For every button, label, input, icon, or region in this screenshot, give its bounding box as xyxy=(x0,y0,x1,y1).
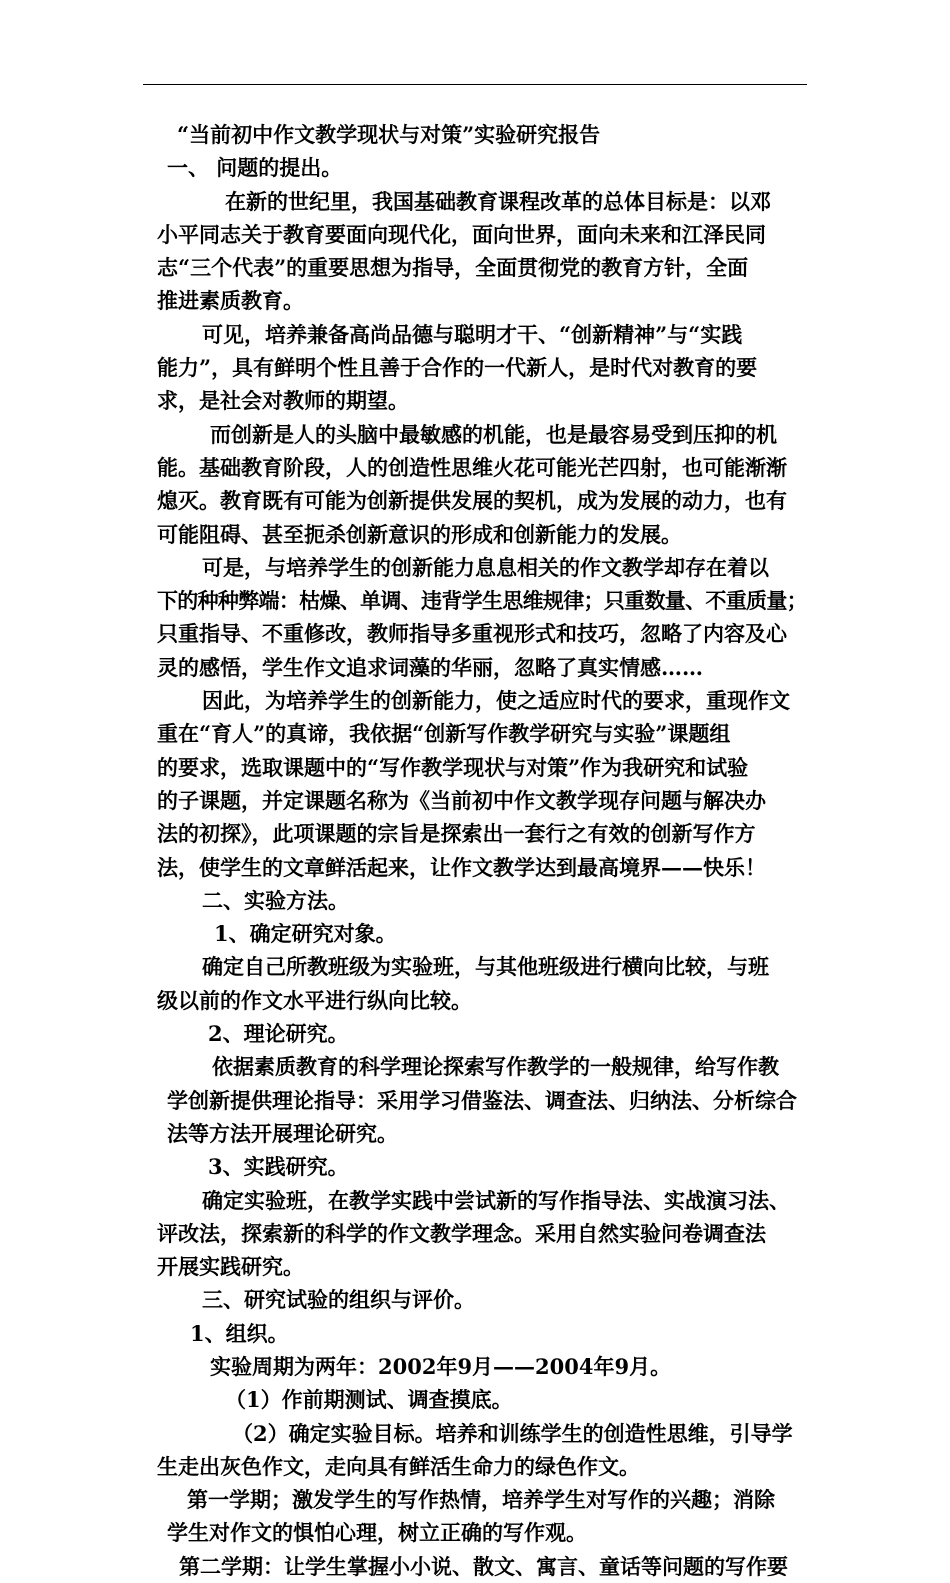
text-line: （1）作前期测试、调查摸底。 xyxy=(225,1387,513,1413)
text-line: 而创新是人的头脑中最敏感的机能，也是最容易受到压抑的机 xyxy=(210,421,777,447)
text-line: 依据素质教育的科学理论探索写作教学的一般规律，给写作教 xyxy=(212,1054,779,1080)
text-line: 2、理论研究。 xyxy=(208,1021,349,1047)
text-line: 学创新提供理论指导：采用学习借鉴法、调查法、归纳法、分析综合 xyxy=(167,1087,797,1113)
text-line: 小平同志关于教育要面向现代化，面向世界，面向未来和江泽民同 xyxy=(157,221,766,247)
text-line: 可能阻碍、甚至扼杀创新意识的形成和创新能力的发展。 xyxy=(157,521,682,547)
text-line: 第二学期：让学生掌握小小说、散文、寓言、童话等问题的写作要 xyxy=(179,1553,788,1579)
text-line: 1、确定研究对象。 xyxy=(214,921,397,947)
text-line: “当前初中作文教学现状与对策”实验研究报告 xyxy=(177,122,601,147)
text-line: 能力”，具有鲜明个性且善于合作的一代新人，是时代对教育的要 xyxy=(157,355,758,381)
text-line: 法的初探》，此项课题的宗旨是探索出一套行之有效的创新写作方 xyxy=(157,821,756,847)
text-line: 确定自己所教班级为实验班，与其他班级进行横向比较，与班 xyxy=(202,954,769,980)
text-line: 法，使学生的文章鲜活起来，让作文教学达到最高境界——快乐！ xyxy=(157,854,766,880)
text-line: 志“三个代表”的重要思想为指导，全面贯彻党的教育方针，全面 xyxy=(157,255,749,281)
text-line: 推进素质教育。 xyxy=(157,288,304,314)
text-line: 在新的世纪里，我国基础教育课程改革的总体目标是：以邓 xyxy=(225,188,771,214)
text-line: 二、实验方法。 xyxy=(202,887,349,913)
text-line: 第一学期；激发学生的写作热情，培养学生对写作的兴趣；消除 xyxy=(187,1487,775,1513)
text-line: 一、 问题的提出。 xyxy=(167,155,343,181)
text-line: 可是，与培养学生的创新能力息息相关的作文教学却存在着以 xyxy=(202,554,769,580)
text-line: 1、组织。 xyxy=(190,1320,289,1346)
text-line: 重在“育人”的真谛，我依据“创新写作教学研究与实验”课题组 xyxy=(157,721,731,747)
text-line: 下的种种弊端：枯燥、单调、违背学生思维规律；只重数量、不重质量； xyxy=(157,588,807,614)
text-line: 因此，为培养学生的创新能力，使之适应时代的要求，重现作文 xyxy=(202,688,790,714)
text-line: 法等方法开展理论研究。 xyxy=(167,1120,398,1146)
text-line: 3、实践研究。 xyxy=(208,1154,349,1180)
text-line: 开展实践研究。 xyxy=(157,1254,304,1280)
document-body xyxy=(157,118,822,1583)
text-line: 学生对作文的惧怕心理，树立正确的写作观。 xyxy=(167,1520,587,1546)
text-line: 的子课题，并定课题名称为《当前初中作文教学现存问题与解决办 xyxy=(157,787,766,813)
text-line: 只重指导、不重修改，教师指导多重视形式和技巧，忽略了内容及心 xyxy=(157,621,787,647)
text-line: 实验周期为两年：2002年9月——2004年9月。 xyxy=(210,1353,672,1379)
text-line: 确定实验班，在教学实践中尝试新的写作指导法、实战演习法、 xyxy=(202,1187,790,1213)
header-rule xyxy=(143,84,807,85)
text-line: 三、研究试验的组织与评价。 xyxy=(202,1287,475,1313)
text-line: 生走出灰色作文，走向具有鲜活生命力的绿色作文。 xyxy=(157,1453,640,1479)
text-line: （2）确定实验目标。培养和训练学生的创造性思维，引导学 xyxy=(232,1420,793,1446)
text-line: 能。基础教育阶段，人的创造性思维火花可能光芒四射，也可能渐渐 xyxy=(157,454,787,480)
text-line: 求，是社会对教师的期望。 xyxy=(157,388,409,414)
text-line: 级以前的作文水平进行纵向比较。 xyxy=(157,987,472,1013)
text-line: 评改法，探索新的科学的作文教学理念。采用自然实验问卷调查法 xyxy=(157,1220,766,1246)
text-line: 的要求，选取课题中的“写作教学现状与对策”作为我研究和试验 xyxy=(157,754,749,780)
text-line: 可见，培养兼备高尚品德与聪明才干、“创新精神”与“实践 xyxy=(202,321,743,347)
text-line: 灵的感悟，学生作文追求词藻的华丽，忽略了真实情感…… xyxy=(157,654,703,680)
text-line: 熄灭。教育既有可能为创新提供发展的契机，成为发展的动力，也有 xyxy=(157,488,787,514)
